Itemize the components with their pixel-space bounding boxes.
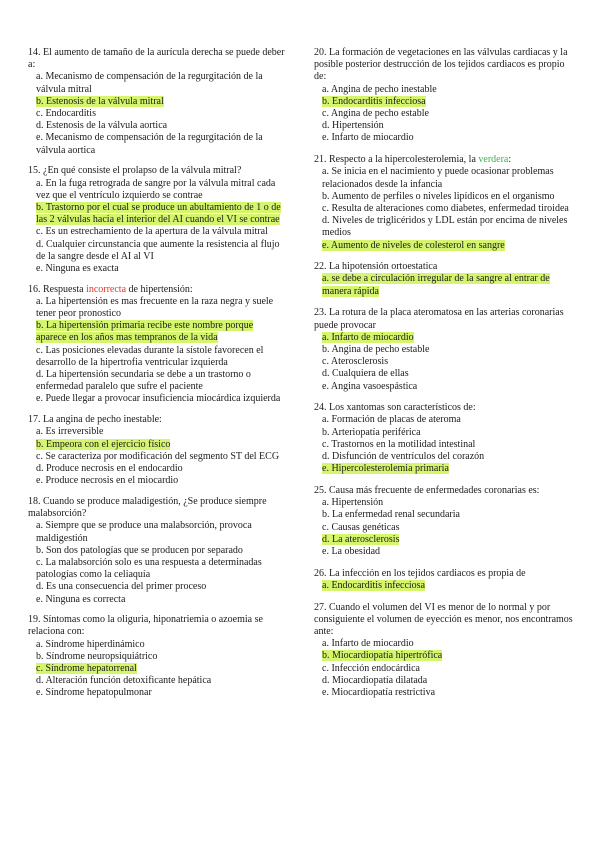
question-stem <box>314 402 576 414</box>
question-stem <box>314 307 576 331</box>
answer-options <box>28 639 286 700</box>
answer-text: a. La hipertensión es mas frecuente en la raza negra y suele tener peor pronostico <box>36 295 274 320</box>
answer-option <box>28 108 286 120</box>
left-column <box>28 47 286 708</box>
question-stem <box>314 568 576 580</box>
highlighted-answer: a. se debe a circulación irregular de la sangre al entrar de manera rápida <box>322 273 550 297</box>
answer-text: e. Síndrome hepatopulmonar <box>36 687 152 699</box>
stem-text: 19. Síntomas como la oliguria, hiponatriemia o azoemia se relaciona con: <box>28 614 263 638</box>
highlighted-answer: a. Infarto de miocardio <box>322 331 414 343</box>
answer-options <box>28 71 286 156</box>
answer-option <box>314 534 576 546</box>
question-block <box>28 496 286 606</box>
answer-text: d. Produce necrosis en el endocardio <box>36 463 183 474</box>
question-block <box>28 614 286 699</box>
answer-option <box>314 381 576 393</box>
stem-text: 23. La rotura de la placa ateromatosa en las arterias coronarias puede provocar <box>314 307 564 331</box>
question-block <box>314 154 576 252</box>
answer-option <box>314 650 576 662</box>
stem-text: 21. Respecto a la hipercolesterolemia, la <box>314 154 479 166</box>
emphasized-word: incorrecta <box>86 283 127 295</box>
answer-option <box>28 369 286 393</box>
answer-option <box>28 132 286 156</box>
answer-text: d. Hipertensión <box>322 120 384 132</box>
answer-option <box>28 520 286 544</box>
answer-option <box>314 166 576 190</box>
answer-text: a. Siempre que se produce una malabsorción, provoca maldigestión <box>36 520 252 544</box>
answer-text: c. La malabsorción solo es una respuesta a determinadas patologías como la celiaquía <box>36 556 262 581</box>
answer-option <box>314 497 576 509</box>
answer-option <box>314 344 576 356</box>
answer-option <box>28 663 286 675</box>
answer-text: a. Formación de placas de ateroma <box>322 414 461 426</box>
highlighted-answer: c. Síndrome hepatorrenal <box>36 663 137 675</box>
answer-option <box>28 687 286 699</box>
answer-option <box>314 638 576 650</box>
stem-text: : <box>508 154 512 166</box>
answer-option <box>28 226 286 238</box>
question-stem <box>28 614 286 638</box>
answer-text: a. Síndrome hiperdinámico <box>36 638 145 650</box>
answer-text: b. Síndrome neuropsiquiátrico <box>36 650 158 662</box>
answer-text: b. Aumento de perfiles o niveles lipídicos en el organismo <box>322 190 555 202</box>
answer-option <box>28 651 286 663</box>
answer-text: c. Trastornos en la motilidad intestinal <box>322 438 476 450</box>
answer-option <box>314 108 576 120</box>
answer-option <box>314 675 576 687</box>
answer-option <box>28 439 286 451</box>
question-block <box>314 602 576 700</box>
answer-text: c. Angina de pecho estable <box>322 108 429 120</box>
answer-option <box>314 132 576 144</box>
answer-text: a. Es irreversible <box>36 426 104 438</box>
answer-text: a. Angina de pecho inestable <box>322 83 437 95</box>
answer-text: e. Miocardiopatía restrictiva <box>322 687 436 699</box>
answer-text: d. La hipertensión secundaria se debe a un trastorno o enfermedad paralelo que sufre el paciente <box>36 369 251 393</box>
answer-options <box>314 332 576 393</box>
answer-options <box>314 414 576 475</box>
answer-option <box>28 178 286 202</box>
answer-options <box>314 580 576 592</box>
answer-option <box>314 546 576 558</box>
question-block <box>314 307 576 392</box>
answer-option <box>28 263 286 275</box>
answer-options <box>314 166 576 251</box>
answer-text: c. Causas genéticas <box>322 521 400 533</box>
stem-text: de hipertensión: <box>126 283 193 295</box>
answer-option <box>28 296 286 320</box>
answer-options <box>314 638 576 699</box>
question-block <box>314 261 576 298</box>
answer-option <box>28 320 286 344</box>
answer-option <box>28 120 286 132</box>
stem-text: 22. La hipotensión ortoestatica <box>314 261 438 273</box>
answer-text: c. Aterosclerosis <box>322 356 389 368</box>
answer-text: c. Es un estrechamiento de la apertura de la válvula mitral <box>36 226 268 238</box>
answer-options <box>28 296 286 406</box>
answer-option <box>28 202 286 226</box>
stem-text: 25. Causa más frecuente de enfermedades coronarias es: <box>314 485 540 496</box>
answer-option <box>28 545 286 557</box>
answer-text: e. Produce necrosis en el miocardio <box>36 475 179 487</box>
highlighted-answer: e. Hipercolesterolemia primaria <box>322 463 449 475</box>
answer-text: e. Ninguna es correcta <box>36 593 126 605</box>
stem-text: 20. La formación de vegetaciones en las válvulas cardiacas y la posible posterior destrucción de los tejidos cardiacos es propio de: <box>314 47 568 83</box>
answer-options <box>314 273 576 297</box>
answer-text: e. Ninguna es exacta <box>36 262 119 274</box>
answer-option <box>314 463 576 475</box>
answer-option <box>28 426 286 438</box>
question-stem <box>28 414 286 426</box>
stem-text: 18. Cuando se produce maladigestión, ¿Se produce siempre malabsorción? <box>28 495 267 520</box>
answer-option <box>314 356 576 368</box>
answer-text: d. Cualquiera de ellas <box>322 368 409 380</box>
answer-text: a. Se inicia en el nacimiento y puede ocasionar problemas relacionados desde la infancia <box>322 166 554 190</box>
answer-option <box>28 451 286 463</box>
stem-text: 26. La infección en los tejidos cardiacos es propia de <box>314 567 526 579</box>
answer-option <box>314 120 576 132</box>
answer-option <box>314 509 576 521</box>
answer-text: b. Angina de pecho estable <box>322 343 430 355</box>
answer-text: a. En la fuga retrograda de sangre por la válvula mitral cada vez que el ventrículo izquierdo se contrae <box>36 177 276 201</box>
question-stem <box>314 261 576 273</box>
answer-text: d. Miocardiopatía dilatada <box>322 674 428 686</box>
question-stem <box>314 485 576 497</box>
stem-text: 27. Cuando el volumen del VI es menor de lo normal y por consiguiente el volumen de eyección es menor, nos encontramos ante: <box>314 601 573 638</box>
answer-text: c. Resulta de alteraciones como diabetes, enfermedad tiroidea <box>322 202 569 214</box>
question-block <box>28 165 286 275</box>
emphasized-word: verdera <box>478 154 509 166</box>
answer-text: a. Infarto de miocardio <box>322 638 414 650</box>
highlighted-answer: b. Trastorno por el cual se produce un abultamiento de 1 o de las 2 válvulas hacia el interior del AI cuando el VI se contrae <box>36 201 281 226</box>
stem-text: 16. Respuesta <box>28 283 87 295</box>
answer-text: d. Estenosis de la válvula aortica <box>36 120 168 132</box>
answer-options <box>314 497 576 558</box>
answer-text: e. Infarto de miocardio <box>322 132 414 144</box>
answer-text: a. Hipertensión <box>322 497 384 509</box>
answer-text: a. Mecanismo de compensación de la regurgitación de la válvula mitral <box>36 71 263 95</box>
answer-text: e. Puede llegar a provocar insuficiencia miocárdica izquierda <box>36 393 281 405</box>
answer-option <box>314 439 576 451</box>
question-stem <box>314 154 576 166</box>
question-stem <box>314 602 576 639</box>
answer-option <box>28 239 286 263</box>
highlighted-answer: b. Empeora con el ejercicio físico <box>36 438 171 450</box>
question-stem <box>28 496 286 520</box>
answer-option <box>28 71 286 95</box>
answer-text: c. Las posiciones elevadas durante la sístole favorecen el desarrollo de la hipertrofia ventricular izquierda <box>36 344 264 368</box>
question-stem <box>28 47 286 71</box>
answer-option <box>28 557 286 581</box>
answer-option <box>28 639 286 651</box>
answer-option <box>314 687 576 699</box>
answer-option <box>28 96 286 108</box>
answer-options <box>28 178 286 276</box>
answer-text: c. Se caracteriza por modificación del segmento ST del ECG <box>36 450 280 462</box>
answer-option <box>28 393 286 405</box>
answer-option <box>314 215 576 239</box>
answer-option <box>314 414 576 426</box>
answer-option <box>28 475 286 487</box>
answer-text: b. Arteriopatía periférica <box>322 426 421 438</box>
question-block <box>314 485 576 558</box>
question-block <box>28 284 286 406</box>
answer-option <box>28 594 286 606</box>
answer-option <box>314 273 576 297</box>
answer-option <box>314 203 576 215</box>
answer-text: e. Angina vasoespástica <box>322 380 418 392</box>
answer-text: c. Endocarditis <box>36 108 96 120</box>
answer-text: b. Son dos patologías que se producen por separado <box>36 544 243 556</box>
answer-option <box>314 427 576 439</box>
answer-option <box>314 96 576 108</box>
highlighted-answer: b. La hipertensión primaria recibe este nombre porque aparece en los años mas tempranos de la vida <box>36 320 254 344</box>
answer-text: d. Es una consecuencia del primer proceso <box>36 581 207 593</box>
question-stem <box>28 284 286 296</box>
answer-option <box>314 580 576 592</box>
answer-option <box>314 191 576 203</box>
right-column <box>314 47 576 709</box>
highlighted-answer: b. Endocarditis infecciosa <box>322 95 426 107</box>
highlighted-answer: e. Aumento de niveles de colesterol en sangre <box>322 239 505 251</box>
highlighted-answer: d. La aterosclerosis <box>322 533 400 545</box>
question-block <box>28 47 286 157</box>
answer-option <box>28 581 286 593</box>
question-block <box>28 414 286 487</box>
answer-option <box>314 368 576 380</box>
answer-text: e. La obesidad <box>322 546 381 558</box>
answer-option <box>28 675 286 687</box>
highlighted-answer: a. Endocarditis infecciosa <box>322 579 426 591</box>
answer-text: e. Mecanismo de compensación de la regurgitación de la válvula aortica <box>36 132 263 156</box>
answer-option <box>314 332 576 344</box>
question-block <box>314 47 576 145</box>
answer-option <box>314 663 576 675</box>
highlighted-answer: b. Estenosis de la válvula mitral <box>36 95 164 107</box>
answer-options <box>28 426 286 487</box>
answer-text: d. Disfunción de ventrículos del corazón <box>322 451 485 463</box>
answer-text: b. La enfermedad renal secundaria <box>322 509 460 521</box>
answer-option <box>28 345 286 369</box>
answer-option <box>314 522 576 534</box>
answer-text: d. Niveles de triglicéridos y LDL están por encima de niveles medios <box>322 215 568 239</box>
stem-text: 14. El aumento de tamaño de la aurícula derecha se puede deber a: <box>28 47 285 71</box>
answer-text: d. Alteración función detoxificante hepática <box>36 675 212 687</box>
question-stem <box>28 165 286 177</box>
question-block <box>314 402 576 475</box>
answer-option <box>314 84 576 96</box>
question-block <box>314 568 576 592</box>
stem-text: 15. ¿En qué consiste el prolapso de la válvula mitral? <box>28 165 242 177</box>
highlighted-answer: b. Miocardiopatía hipertrófica <box>322 650 443 662</box>
answer-option <box>314 240 576 252</box>
stem-text: 24. Los xantomas son característicos de: <box>314 402 476 414</box>
answer-text: d. Cualquier circunstancia que aumente la resistencia al flujo de la sangre desde el AI al VI <box>36 238 280 262</box>
answer-text: c. Infección endocárdica <box>322 662 420 674</box>
answer-option <box>314 451 576 463</box>
answer-options <box>314 84 576 145</box>
answer-option <box>28 463 286 475</box>
answer-options <box>28 520 286 605</box>
stem-text: 17. La angina de pecho inestable: <box>28 414 162 426</box>
question-stem <box>314 47 576 84</box>
